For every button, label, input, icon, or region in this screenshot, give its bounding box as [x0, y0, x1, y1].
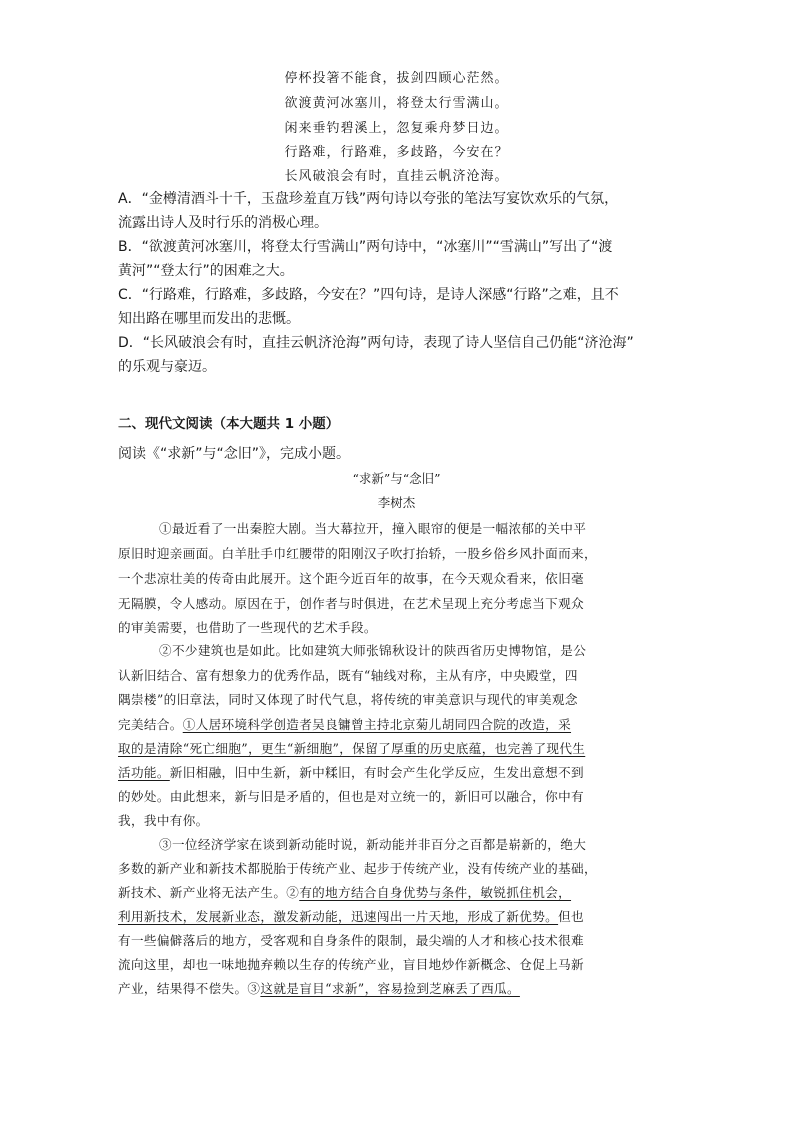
option-b-line2: 黄河”“登太行”的困难之大。: [118, 263, 294, 279]
option-a-line1: A．“金樽清酒斗十千，玉盘珍羞直万钱”两句诗以夸张的笔法写宴饮欢乐的气氛，: [118, 191, 619, 207]
para2-line: [118, 762, 686, 781]
para1-line: 无隔膜，令人感动。原因在于，创作者与时俱进，在艺术呈现上充分考虑当下观众: [118, 596, 584, 611]
poem-line: 行路难，行路难，多歧路，今安在？: [284, 145, 509, 160]
para2-line: 隅崇楼”的旧章法，同时又体现了时代气息，将传统的审美意识与现代的审美观念: [118, 692, 578, 707]
para3-line: [118, 906, 686, 925]
reading-instruction: 阅读《“求新”与“念旧”》，完成小题。: [118, 446, 351, 462]
underlined-sentence-3: 这就是盲目“求新”，容易捡到芝麻丢了西瓜。: [260, 981, 520, 996]
underlined-sentence-2: 有的地方结合自身优势与条件，敏锐抓住机会，: [299, 885, 572, 900]
para3-text: 但也: [558, 909, 584, 924]
article-title: “求新”与“念旧”: [352, 471, 441, 486]
option-b: [118, 235, 688, 283]
underlined-sentence-1: 活功能。: [118, 765, 170, 780]
para2-line: 的妙处。由此想来，新与旧是矛盾的，但也是对立统一的，新旧可以融合，你中有: [118, 789, 584, 804]
underlined-sentence-1: 取的是清除“死亡细胞”，更生“新细胞”，保留了厚重的历史底蕴，也完善了现代生: [118, 741, 586, 756]
option-d: [118, 331, 688, 379]
para2-line: [118, 714, 686, 733]
para3-line: [118, 978, 686, 997]
option-d-line2: 的乐观与豪迈。: [118, 359, 216, 375]
option-c-line2: 知出路在哪里而发出的悲慨。: [118, 311, 300, 327]
poem-line: 停杯投箸不能食，拔剑四顾心茫然。: [284, 71, 509, 86]
option-b-line1: B．“欲渡黄河冰塞川，将登太行雪满山”两句诗中，“冰塞川”“雪满山”写出了“渡: [118, 239, 613, 255]
para2-line: [118, 738, 686, 757]
option-c-line1: C．“行路难，行路难，多歧路，今安在？”四句诗，是诗人深感“行路”之难，且不: [118, 287, 619, 303]
para2-line: 我，我中有你。: [118, 813, 209, 828]
poem-line: 欲渡黄河冰塞川，将登太行雪满山。: [284, 96, 509, 111]
poem-line: 闲来垂钓碧溪上，忽复乘舟梦日边。: [284, 121, 509, 136]
para1-line: 原旧时迎亲画面。白羊肚手巾红腰带的阳刚汉子吹打抬轿，一股乡俗乡风扑面而来，: [118, 546, 597, 561]
underlined-sentence-1: ①人居环境科学创造者吴良镛曾主持北京菊儿胡同四合院的改造，采: [182, 717, 572, 732]
article-author: 李树杰: [377, 495, 416, 510]
para3-line: 流向这里，却也一味地抛弃赖以生存的传统产业，盲目地炒作新概念、仓促上马新: [118, 957, 584, 972]
para3-text: 产业，结果得不偿失。③: [118, 981, 261, 996]
para3-line: 有一些偏僻落后的地方，受客观和自身条件的限制，最尖端的人才和核心技术很难: [118, 933, 584, 948]
para3-line: 多数的新产业和新技术都脱胎于传统产业、起步于传统产业，没有传统产业的基础，: [118, 861, 597, 876]
para2-line: ②不少建筑也是如此。比如建筑大师张锦秋设计的陕西省历史博物馆，是公: [159, 643, 587, 658]
option-a-line2: 流露出诗人及时行乐的消极心理。: [118, 215, 328, 231]
para1-line: 的审美需要，也借助了一些现代的艺术手段。: [118, 620, 377, 635]
para2-text: 完美结合。: [118, 717, 183, 732]
para1-line: ①最近看了一出秦腔大剧。当大幕拉开，撞入眼帘的便是一幅浓郁的关中平: [159, 521, 587, 536]
option-d-line1: D．“长风破浪会有时，直挂云帆济沧海”两句诗，表现了诗人坚信自己仍能“济沧海”: [118, 335, 634, 351]
poem-line: 长风破浪会有时，直挂云帆济沧海。: [284, 169, 509, 184]
para2-text: 新旧相融，旧中生新，新中糅旧，有时会产生化学反应，生发出意想不到: [169, 765, 584, 780]
para3-text: 新技术、新产业将无法产生。②: [118, 885, 300, 900]
option-c: [118, 283, 688, 331]
underlined-sentence-2: 利用新技术，发展新业态，激发新动能，迅速闯出一片天地，形成了新优势。: [118, 909, 559, 924]
option-a: [118, 187, 688, 235]
para1-line: 一个悲凉壮美的传奇由此展开。这个距今近百年的故事，在今天观众看来，依旧毫: [118, 571, 584, 586]
section-title: 二、现代文阅读（本大题共 1 小题）: [118, 416, 340, 432]
para2-line: 认新旧结合、富有想象力的优秀作品，既有“轴线对称，主从有序，中央殿堂，四: [118, 668, 578, 683]
para3-line: ③一位经济学家在谈到新动能时说，新动能并非百分之百都是崭新的，绝大: [159, 837, 587, 852]
para3-line: [118, 882, 686, 901]
